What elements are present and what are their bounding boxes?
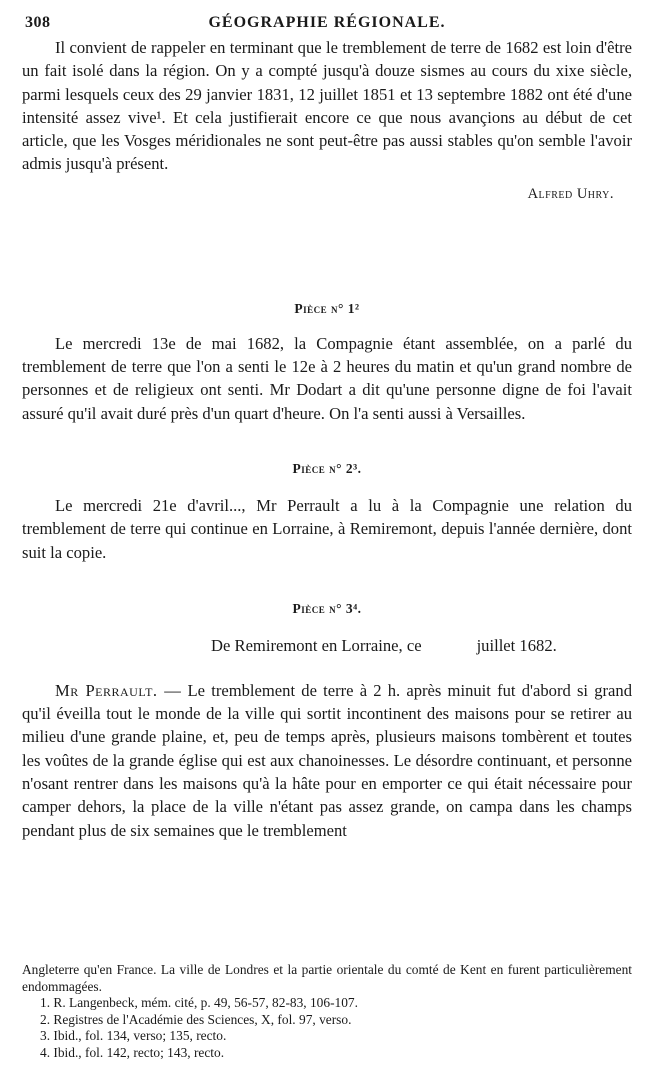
piece-3-text (22, 679, 632, 842)
page-header (22, 10, 632, 36)
footnote-2: 2. Registres de l'Académie des Sciences, X, fol. 97, verso. (40, 1011, 352, 1027)
dateline-place: De Remiremont en Lorraine, ce (211, 635, 422, 655)
footnote-1: 1. R. Langenbeck, mém. cité, p. 49, 56-57, 82-83, 106-107. (40, 995, 358, 1011)
running-title: GÉOGRAPHIE RÉGIONALE. (208, 14, 446, 31)
author-name: Alfred Uhry. (527, 185, 614, 202)
dateline-date: juillet 1682. (476, 635, 557, 655)
piece-3-body: Le tremblement de terre à 2 h. après minuit fut d'abord si grand qu'il éveilla tout le monde de la ville qui sortit incontinent des maisons pour se retirer au milieu d'une grande plaine, et, peu de temps après, plusieurs maisons tombèrent et toutes les voûtes de la grande église qui est aux chanoinesses. Le désordre continuant, et personne n'osant rentrer dans les maisons qu'à la hâte pour en emporter ce qui était nécessaire pour camper dehors, la place de la ville n'étant pas assez grande, on campa dans les champs pendant plus de six semaines que le tremblement (22, 680, 632, 840)
footnote-4: 4. Ibid., fol. 142, recto; 143, recto. (40, 1044, 225, 1060)
page (22, 10, 632, 842)
intro-paragraph: Il convient de rappeler en terminant que le tremblement de terre de 1682 est loin d'être un fait isolé dans la région. On y a compté jusqu'à douze sismes au cours du xixe siècle, parmi lesquels ceux des 29 janvier 1831, 12 juillet 1851 et 13 septembre 1882 ont été d'une intensité assez vive¹. Et cela justifierait encore ce que nous avançions au début de cet article, que les Vosges méridionales ne sont peut-être pas aussi stables qu'on semble l'avoir admis jusqu'à présent. (22, 38, 632, 174)
footnote-3: 3. Ibid., fol. 134, verso; 135, recto. (40, 1028, 227, 1044)
speaker-name: Mr Perrault. — (55, 680, 182, 700)
piece-2-title: Pièce n° 2³. (292, 460, 362, 476)
page-number: 308 (25, 14, 51, 31)
letter-dateline (22, 634, 632, 657)
footnotes (22, 962, 632, 1062)
piece-2-text: Le mercredi 21e d'avril..., Mr Perrault a lu à la Compagnie une relation du tremblement de terre qui continue en Lorraine, à Remiremont, depuis l'année dernière, dont suit la copie. (22, 495, 632, 562)
piece-1-text: Le mercredi 13e de mai 1682, la Compagnie étant assemblée, on a parlé du tremblement de terre que l'on a senti le 12e à 2 heures du matin et qu'un grand nombre de personnes et de religieux ont senti. Mr Dodart a dit qu'une personne digne de foi l'avait assuré qu'il avait duré près d'un quart d'heure. On l'a senti aussi à Versailles. (22, 333, 632, 423)
footnote-continuation: Angleterre qu'en France. La ville de Londres et la partie orientale du comté de Kent en furent particulièrement endommagées. (22, 962, 632, 994)
piece-3-title: Pièce n° 3⁴. (292, 600, 362, 616)
author-signature (22, 186, 614, 210)
piece-1-title: Pièce n° 1² (294, 300, 360, 316)
